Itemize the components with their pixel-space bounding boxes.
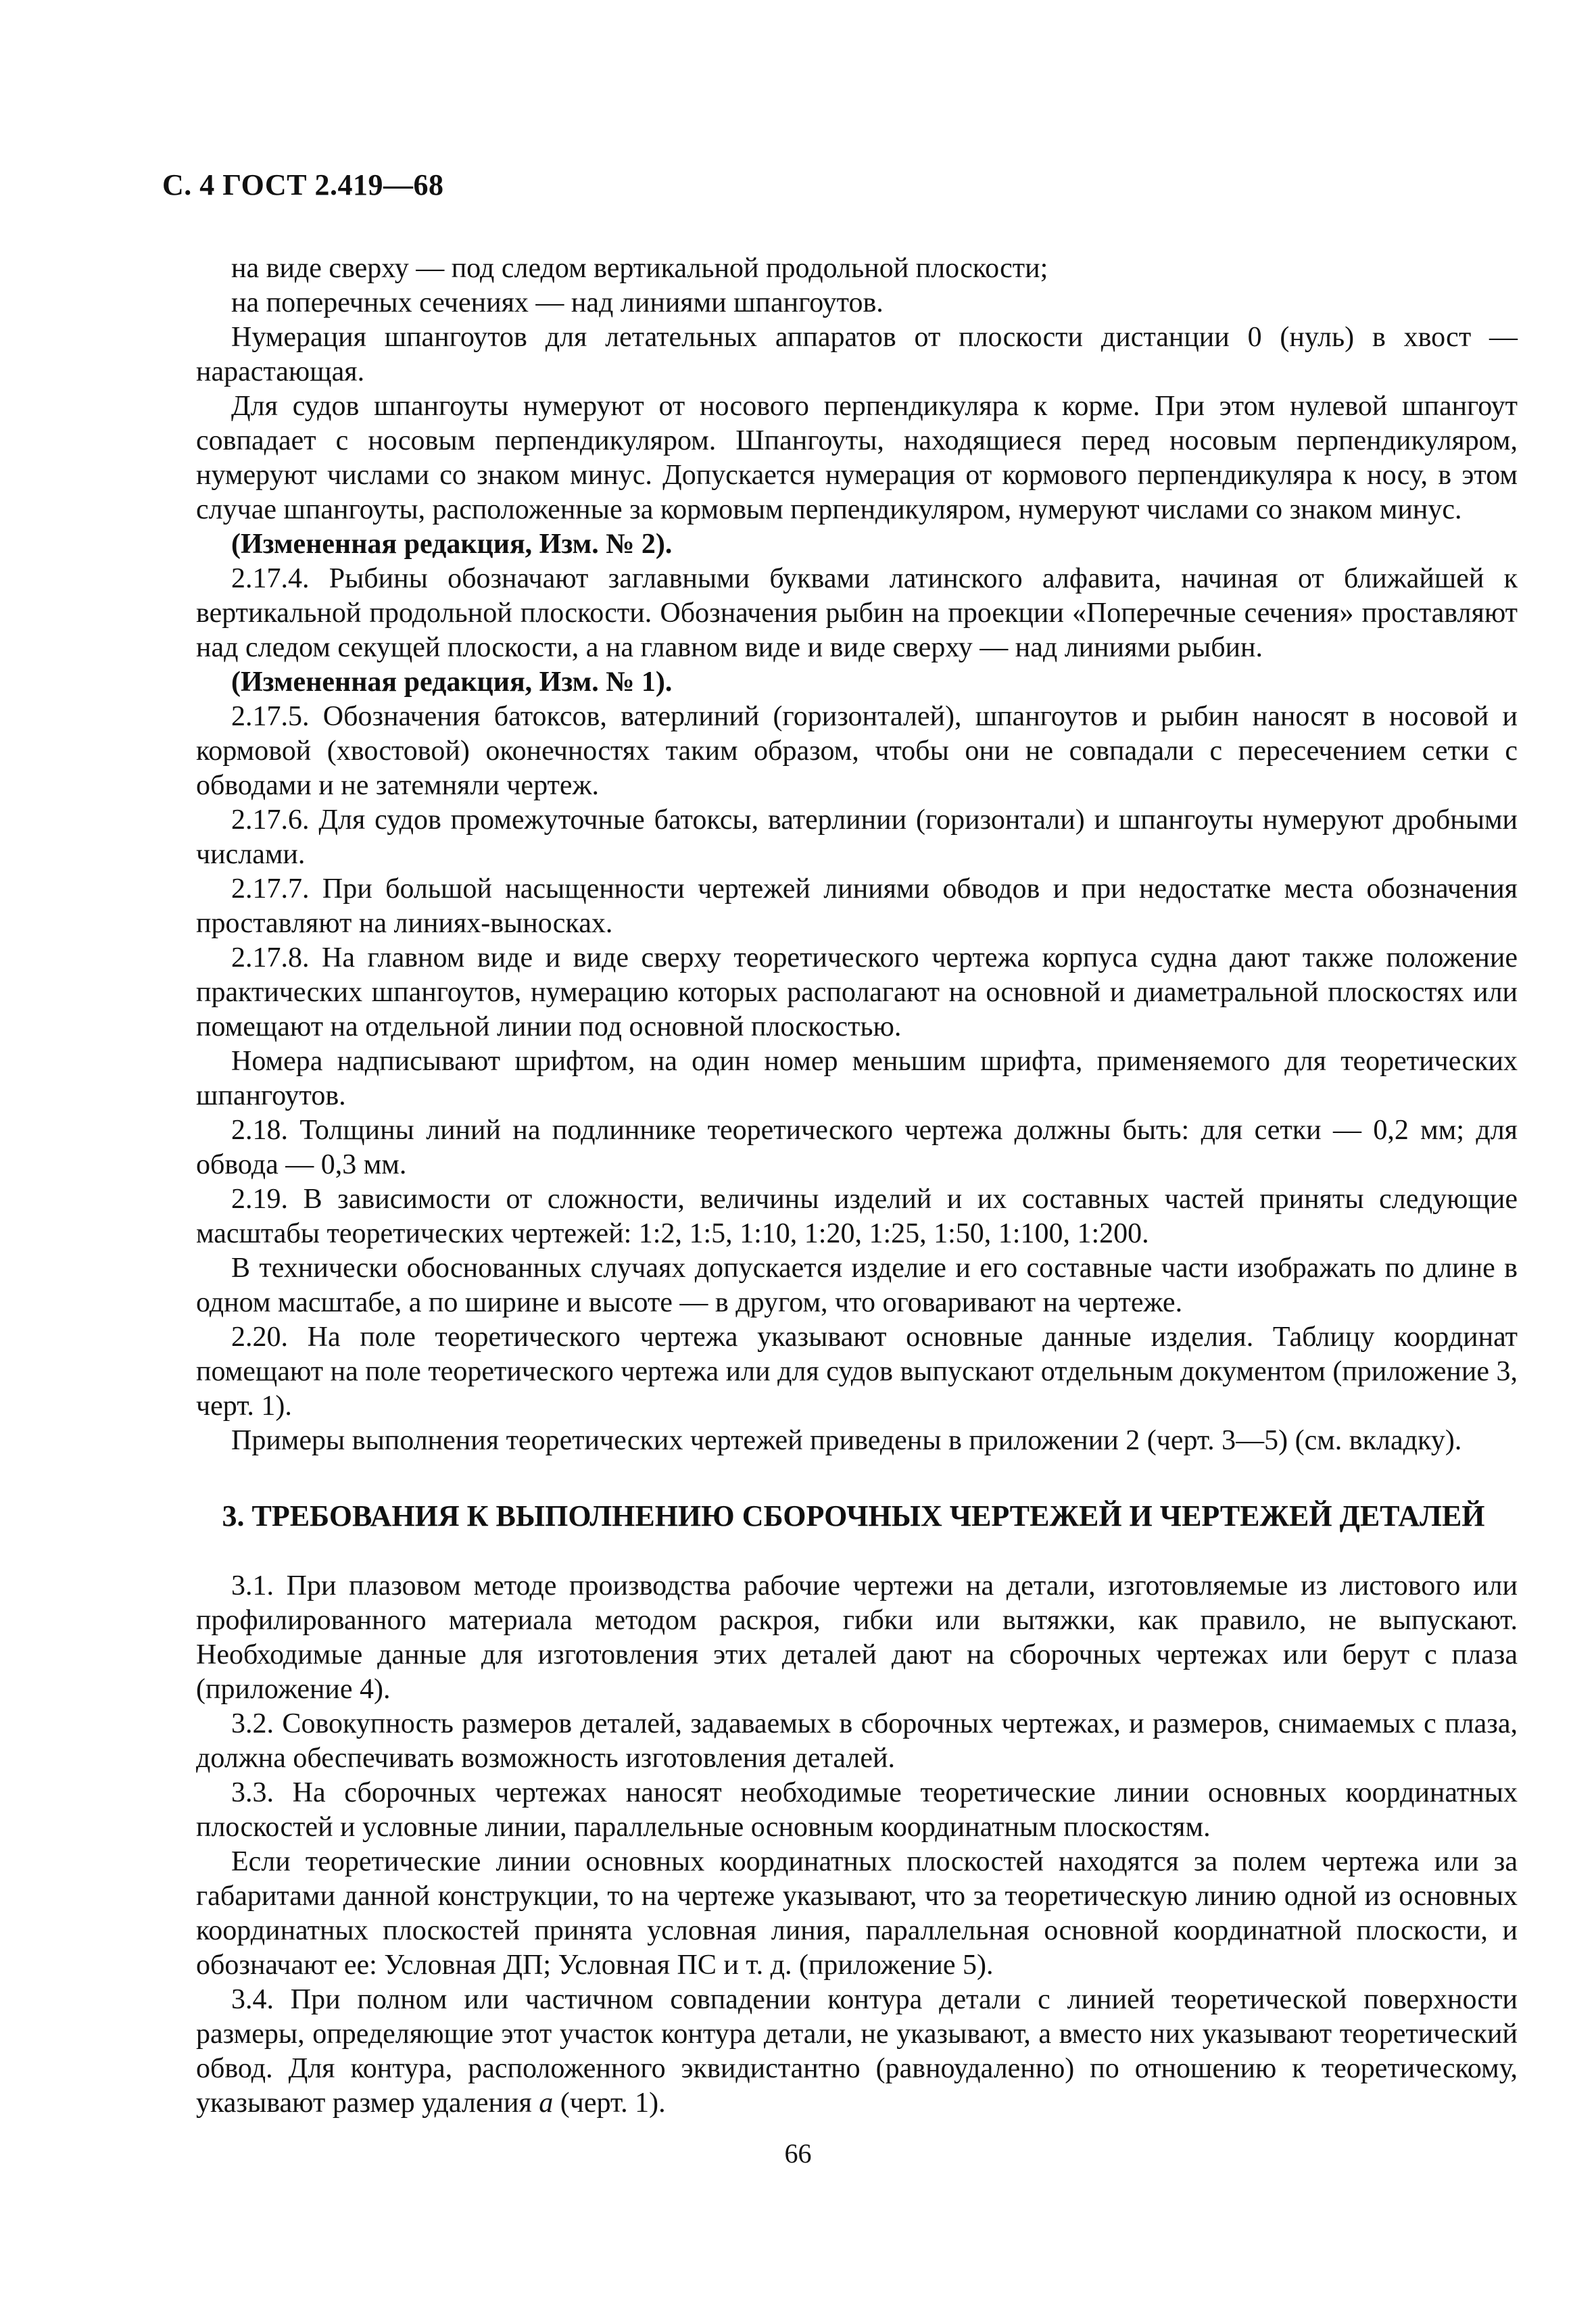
paragraph-3-4-tail: (черт. 1). — [553, 2088, 666, 2119]
paragraph: Нумерация шпангоутов для летательных аппаратов от плоскости дистанции 0 (нуль) в хвост — нарастающая. — [196, 322, 1518, 387]
paragraph: Номера надписывают шрифтом, на один номер меньшим шрифта, применяемого для теоретических шпангоутов. — [196, 1046, 1518, 1111]
running-header: С. 4 ГОСТ 2.419—68 — [162, 168, 444, 201]
paragraph: 2.17.5. Обозначения батоксов, ватерлиний (горизонталей), шпангоутов и рыбин наносят в носовой и кормовой (хвостовой) оконечностях таким образом, чтобы они не совпадали с пересечением сетки с обводами и не затемняли чертеж. — [196, 701, 1518, 801]
paragraph: 2.17.8. На главном виде и виде сверху теоретического чертежа корпуса судна дают также положение практических шпангоутов, нумерацию которых располагают на основной и диаметральной плоскостях или помещают на отдельной линии под основной плоскостью. — [196, 942, 1518, 1042]
paragraph: Если теоретические линии основных координатных плоскостей находятся за полем чертежа или за габаритами данной конструкции, то на чертеже указывают, что за теоретическую линию одной из основных координатных плоскостей принята условная линия, параллельная основной координатной плоскости, и обозначают ее: Условная ДП; Условная ПС и т. д. (приложение 5). — [196, 1846, 1518, 1981]
amendment-note: (Измененная редакция, Изм. № 2). — [231, 529, 673, 560]
section-heading: 3. ТРЕБОВАНИЯ К ВЫПОЛНЕНИЮ СБОРОЧНЫХ ЧЕРТЕЖЕЙ И ЧЕРТЕЖЕЙ ДЕТАЛЕЙ — [222, 1499, 1485, 1533]
paragraph: В технически обоснованных случаях допускается изделие и его составные части изображать по длине в одном масштабе, а по ширине и высоте — в другом, что оговаривают на чертеже. — [196, 1253, 1518, 1318]
amendment-note: (Измененная редакция, Изм. № 1). — [231, 667, 673, 698]
paragraph: на поперечных сечениях — над линиями шпангоутов. — [231, 287, 884, 318]
variable-a: a — [539, 2088, 554, 2119]
paragraph: 3.3. На сборочных чертежах наносят необходимые теоретические линии основных координатных плоскостей и условные линии, параллельные основным координатным плоскостям. — [196, 1777, 1518, 1843]
paragraph: Примеры выполнения теоретических чертежей приведены в приложении 2 (черт. 3—5) (см. вкладку). — [231, 1425, 1462, 1456]
paragraph: 2.17.7. При большой насыщенности чертежей линиями обводов и при недостатке места обозначения проставляют на линиях-выносках. — [196, 873, 1518, 939]
paragraph: 2.19. В зависимости от сложности, величины изделий и их составных частей приняты следующие масштабы теоретических чертежей: 1:2, 1:5, 1:10, 1:20, 1:25, 1:50, 1:100, 1:200. — [196, 1184, 1518, 1249]
page-number: 66 — [784, 2138, 812, 2169]
paragraph: Для судов шпангоуты нумеруют от носового перпендикуляра к корме. При этом нулевой шпангоут совпадает с носовым перпендикуляром. Шпангоуты, находящиеся перед носовым перпендикуляром, нумеруют числами со знаком минус. Допускается нумерация от кормового перпендикуляра к носу, в этом случае шпангоуты, расположенные за кормовым перпендикуляром, нумеруют числами со знаком минус. — [196, 391, 1518, 525]
paragraphs-before-section — [196, 251, 1518, 1458]
paragraphs-after-section — [196, 1569, 1518, 1983]
paragraph: 2.18. Толщины линий на подлиннике теоретического чертежа должны быть: для сетки — 0,2 мм; для обвода — 0,3 мм. — [196, 1115, 1518, 1180]
paragraph: 2.17.4. Рыбины обозначают заглавными буквами латинского алфавита, начиная от ближайшей к вертикальной продольной плоскости. Обозначения рыбин на проекции «Поперечные сечения» проставляют над следом секущей плоскости, а на главном виде и виде сверху — над линиями рыбин. — [196, 563, 1518, 663]
paragraph: 2.17.6. Для судов промежуточные батоксы, ватерлинии (горизонтали) и шпангоуты нумеруют дробными числами. — [196, 804, 1518, 870]
paragraph: 2.20. На поле теоретического чертежа указывают основные данные изделия. Таблицу координат помещают на поле теоретического чертежа или для судов выпускают отдельным документом (приложение 3, черт. 1). — [196, 1322, 1518, 1422]
paragraph-3-4-text: 3.4. При полном или частичном совпадении контура детали с линией теоретической поверхности размеры, определяющие этот участок контура детали, не указывают, а вместо них указывают теоретический обвод. Для контура, расположенного эквидистантно (равноудаленно) по отношению к теоретическому, указывают размер удаления — [196, 1984, 1518, 2119]
paragraph: 3.1. При плазовом методе производства рабочие чертежи на детали, изготовляемые из листового или профилированного материала методом раскроя, гибки или вытяжки, как правило, не выпускают. Необходимые данные для изготовления этих деталей дают на сборочных чертежах или берут с плаза (приложение 4). — [196, 1570, 1518, 1705]
paragraph-3-4 — [196, 1983, 1518, 2121]
document-body — [196, 251, 1518, 2121]
paragraph: на виде сверху — под следом вертикальной продольной плоскости; — [231, 253, 1048, 284]
paragraph: 3.2. Совокупность размеров деталей, задаваемых в сборочных чертежах, и размеров, снимаемых с плаза, должна обеспечивать возможность изготовления деталей. — [196, 1708, 1518, 1774]
